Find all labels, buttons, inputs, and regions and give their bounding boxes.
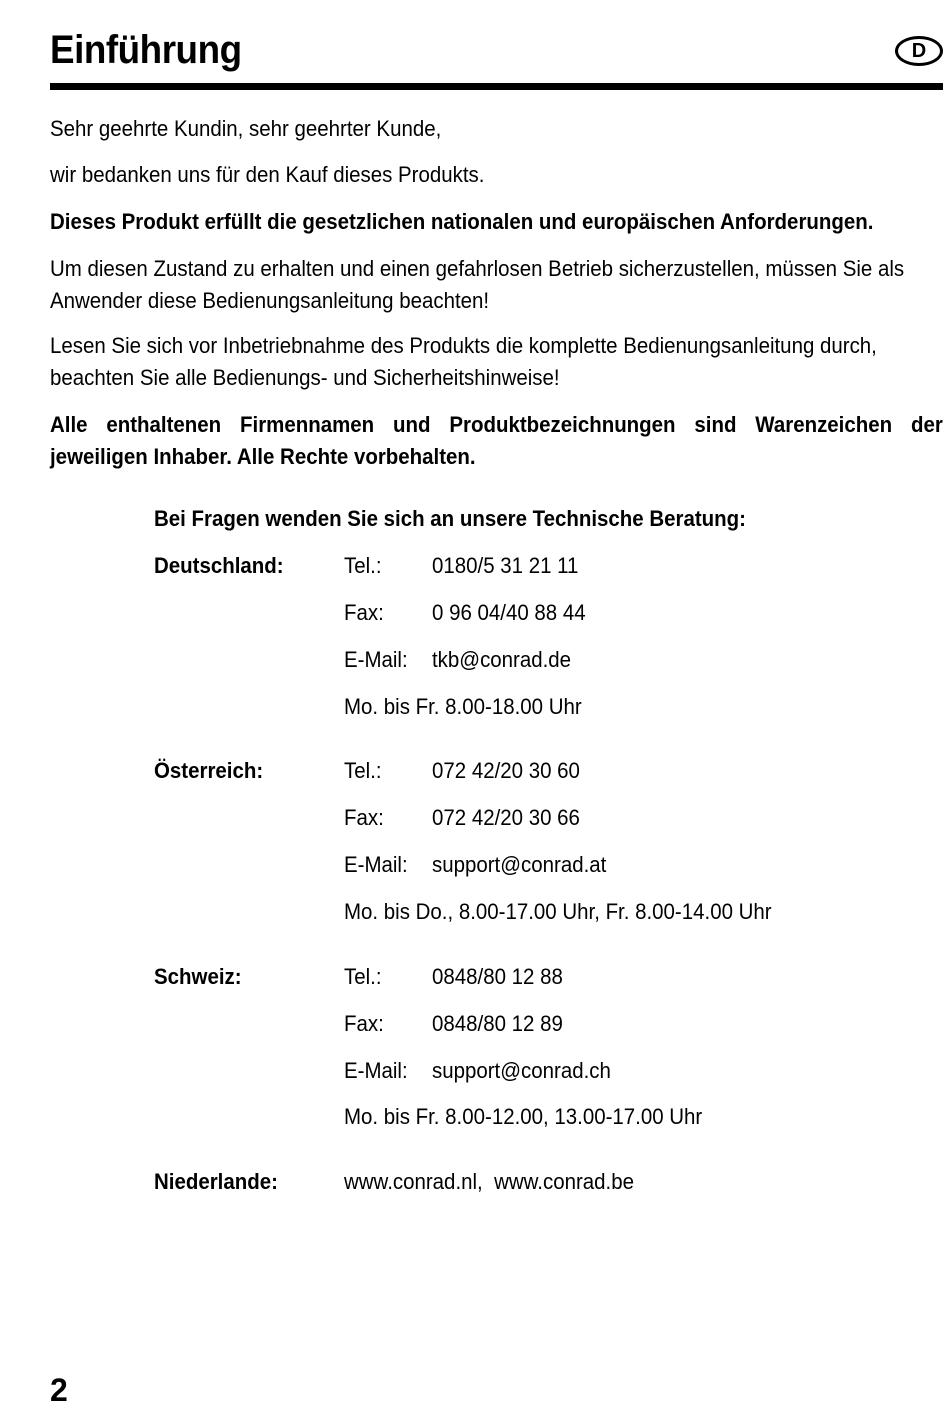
country-label: Niederlande: — [154, 1169, 278, 1194]
email-label: E-Mail: — [344, 1058, 408, 1083]
fax-label: Fax: — [344, 805, 384, 830]
email-label: E-Mail: — [344, 852, 408, 877]
tel-value: 072 42/20 30 60 — [432, 758, 580, 783]
website-links: www.conrad.nl, www.conrad.be — [344, 1169, 635, 1194]
country-label: Deutschland: — [154, 553, 284, 578]
page-header — [50, 28, 943, 90]
email-value: support@conrad.at — [432, 852, 607, 877]
tel-label: Tel.: — [344, 964, 382, 989]
tel-value: 0180/5 31 21 11 — [432, 553, 579, 578]
trademarks-text: Alle enthaltenen Firmennamen und Produktbezeichnungen sind Warenzeichen der jeweiligen Inhaber. Alle Rechte vorbehalten. — [50, 412, 943, 469]
page-title: Einführung — [50, 28, 242, 72]
fax-value: 072 42/20 30 66 — [432, 805, 580, 830]
salutation-text: Sehr geehrte Kundin, sehr geehrter Kunde, — [50, 116, 442, 141]
fax-label: Fax: — [344, 600, 384, 625]
thanks-text: wir bedanken uns für den Kauf dieses Produkts. — [50, 162, 485, 187]
compliance-text: Dieses Produkt erfüllt die gesetzlichen nationalen und europäischen Anforderungen. — [50, 209, 874, 234]
tel-value: 0848/80 12 88 — [432, 964, 563, 989]
tel-label: Tel.: — [344, 758, 382, 783]
country-label: Österreich: — [154, 758, 264, 783]
instructions-text: Um diesen Zustand zu erhalten und einen gefahrlosen Betrieb sicherzustellen, müssen Sie als Anwender diese Bedienungsanleitung beachten! — [50, 256, 905, 313]
opening-hours: Mo. bis Fr. 8.00-18.00 Uhr — [344, 694, 582, 719]
email-value: support@conrad.ch — [432, 1058, 611, 1083]
fax-value: 0 96 04/40 88 44 — [432, 600, 586, 625]
tel-label: Tel.: — [344, 553, 382, 578]
email-label: E-Mail: — [344, 647, 408, 672]
language-badge: D — [895, 36, 943, 66]
fax-label: Fax: — [344, 1011, 384, 1036]
fax-value: 0848/80 12 89 — [432, 1011, 563, 1036]
email-value: tkb@conrad.de — [432, 647, 572, 672]
country-label: Schweiz: — [154, 964, 242, 989]
opening-hours: Mo. bis Do., 8.00-17.00 Uhr, Fr. 8.00-14.00 Uhr — [344, 899, 772, 924]
read-manual-text: Lesen Sie sich vor Inbetriebnahme des Produkts die komplette Bedienungsanleitung durch, beachten Sie alle Bedienungs- und Sicherheitshinweise! — [50, 333, 877, 390]
opening-hours: Mo. bis Fr. 8.00-12.00, 13.00-17.00 Uhr — [344, 1104, 703, 1129]
support-intro: Bei Fragen wenden Sie sich an unsere Technische Beratung: — [154, 506, 746, 531]
page-number: 2 — [50, 1372, 68, 1408]
